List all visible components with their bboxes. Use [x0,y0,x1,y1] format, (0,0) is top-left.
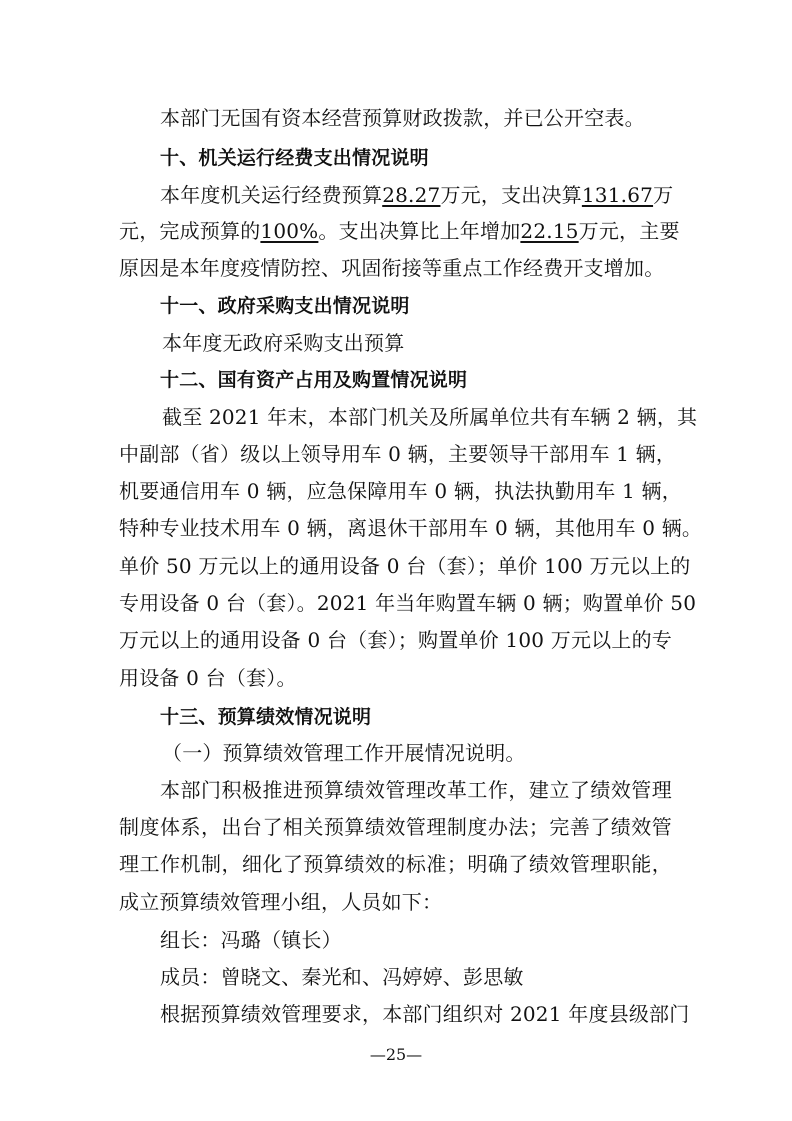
section-13-subheading: （一）预算绩效管理工作开展情况说明。 [162,741,526,765]
section-11-text: 本年度无政府采购支出预算 [162,331,405,355]
page-number: —25— [369,1045,423,1064]
section-12-line: 截至 2021 年末，本部门机关及所属单位共有车辆 2 辆，其 [162,405,698,429]
actual-amount: 131.67 [581,183,654,207]
section-13-heading: 十三、预算绩效情况说明 [160,706,372,728]
increase-amount: 22.15 [520,219,579,243]
text-segment: 本年度机关运行经费预算 [160,183,383,207]
section-10-line-3: 原因是本年度疫情防控、巩固衔接等重点工作经费开支增加。 [119,256,665,280]
completion-rate: 100% [260,219,319,243]
section-12-line: 专用设备 0 台（套）。2021 年当年购置车辆 0 辆；购置单价 50 [119,591,697,615]
section-13-line: 本部门积极推进预算绩效管理改革工作，建立了绩效管理 [160,778,672,802]
text-segment: 万元，主要 [578,219,680,243]
team-leader: 组长：冯璐（镇长） [160,928,342,952]
section-13-line: 制度体系，出台了相关预算绩效管理制度办法；完善了绩效管 [119,815,672,839]
budget-amount: 28.27 [382,183,441,207]
section-10-heading: 十、机关运行经费支出情况说明 [160,147,429,169]
section-13-line: 成立预算绩效管理小组，人员如下： [119,890,443,914]
section-12-line: 用设备 0 台（套）。 [119,666,297,690]
text-segment: 。支出决算比上年增加 [318,219,521,243]
section-12-line: 机要通信用车 0 辆，应急保障用车 0 辆，执法执勤用车 1 辆， [119,479,682,503]
text-segment: 万 [653,183,674,207]
section-10-line-1 [160,181,672,209]
section-12-heading: 十二、国有资产占用及购置情况说明 [160,369,468,391]
section-12-line: 中副部（省）级以上领导用车 0 辆，主要领导干部用车 1 辆， [119,442,677,466]
section-12-line: 万元以上的通用设备 0 台（套）；购置单价 100 万元以上的专 [119,628,672,652]
closing-line: 根据预算绩效管理要求，本部门组织对 2021 年度县级部门 [160,1002,690,1026]
section-12-line: 单价 50 万元以上的通用设备 0 台（套）；单价 100 万元以上的 [119,554,691,578]
team-members: 成员：曾晓文、秦光和、冯婷婷、彭思敏 [160,965,524,989]
section-13-line: 理工作机制，细化了预算绩效的标准；明确了绩效管理职能， [119,852,672,876]
section-12-line: 特种专业技术用车 0 辆，离退休干部用车 0 辆，其他用车 0 辆。 [119,516,703,540]
section-11-heading: 十一、政府采购支出情况说明 [160,295,410,317]
text-segment: 万元，支出决算 [440,183,582,207]
paragraph-no-state-capital: 本部门无国有资本经营预算财政拨款，并已公开空表。 [160,106,645,130]
text-segment: 元，完成预算的 [119,219,261,243]
section-10-line-2 [119,217,680,245]
